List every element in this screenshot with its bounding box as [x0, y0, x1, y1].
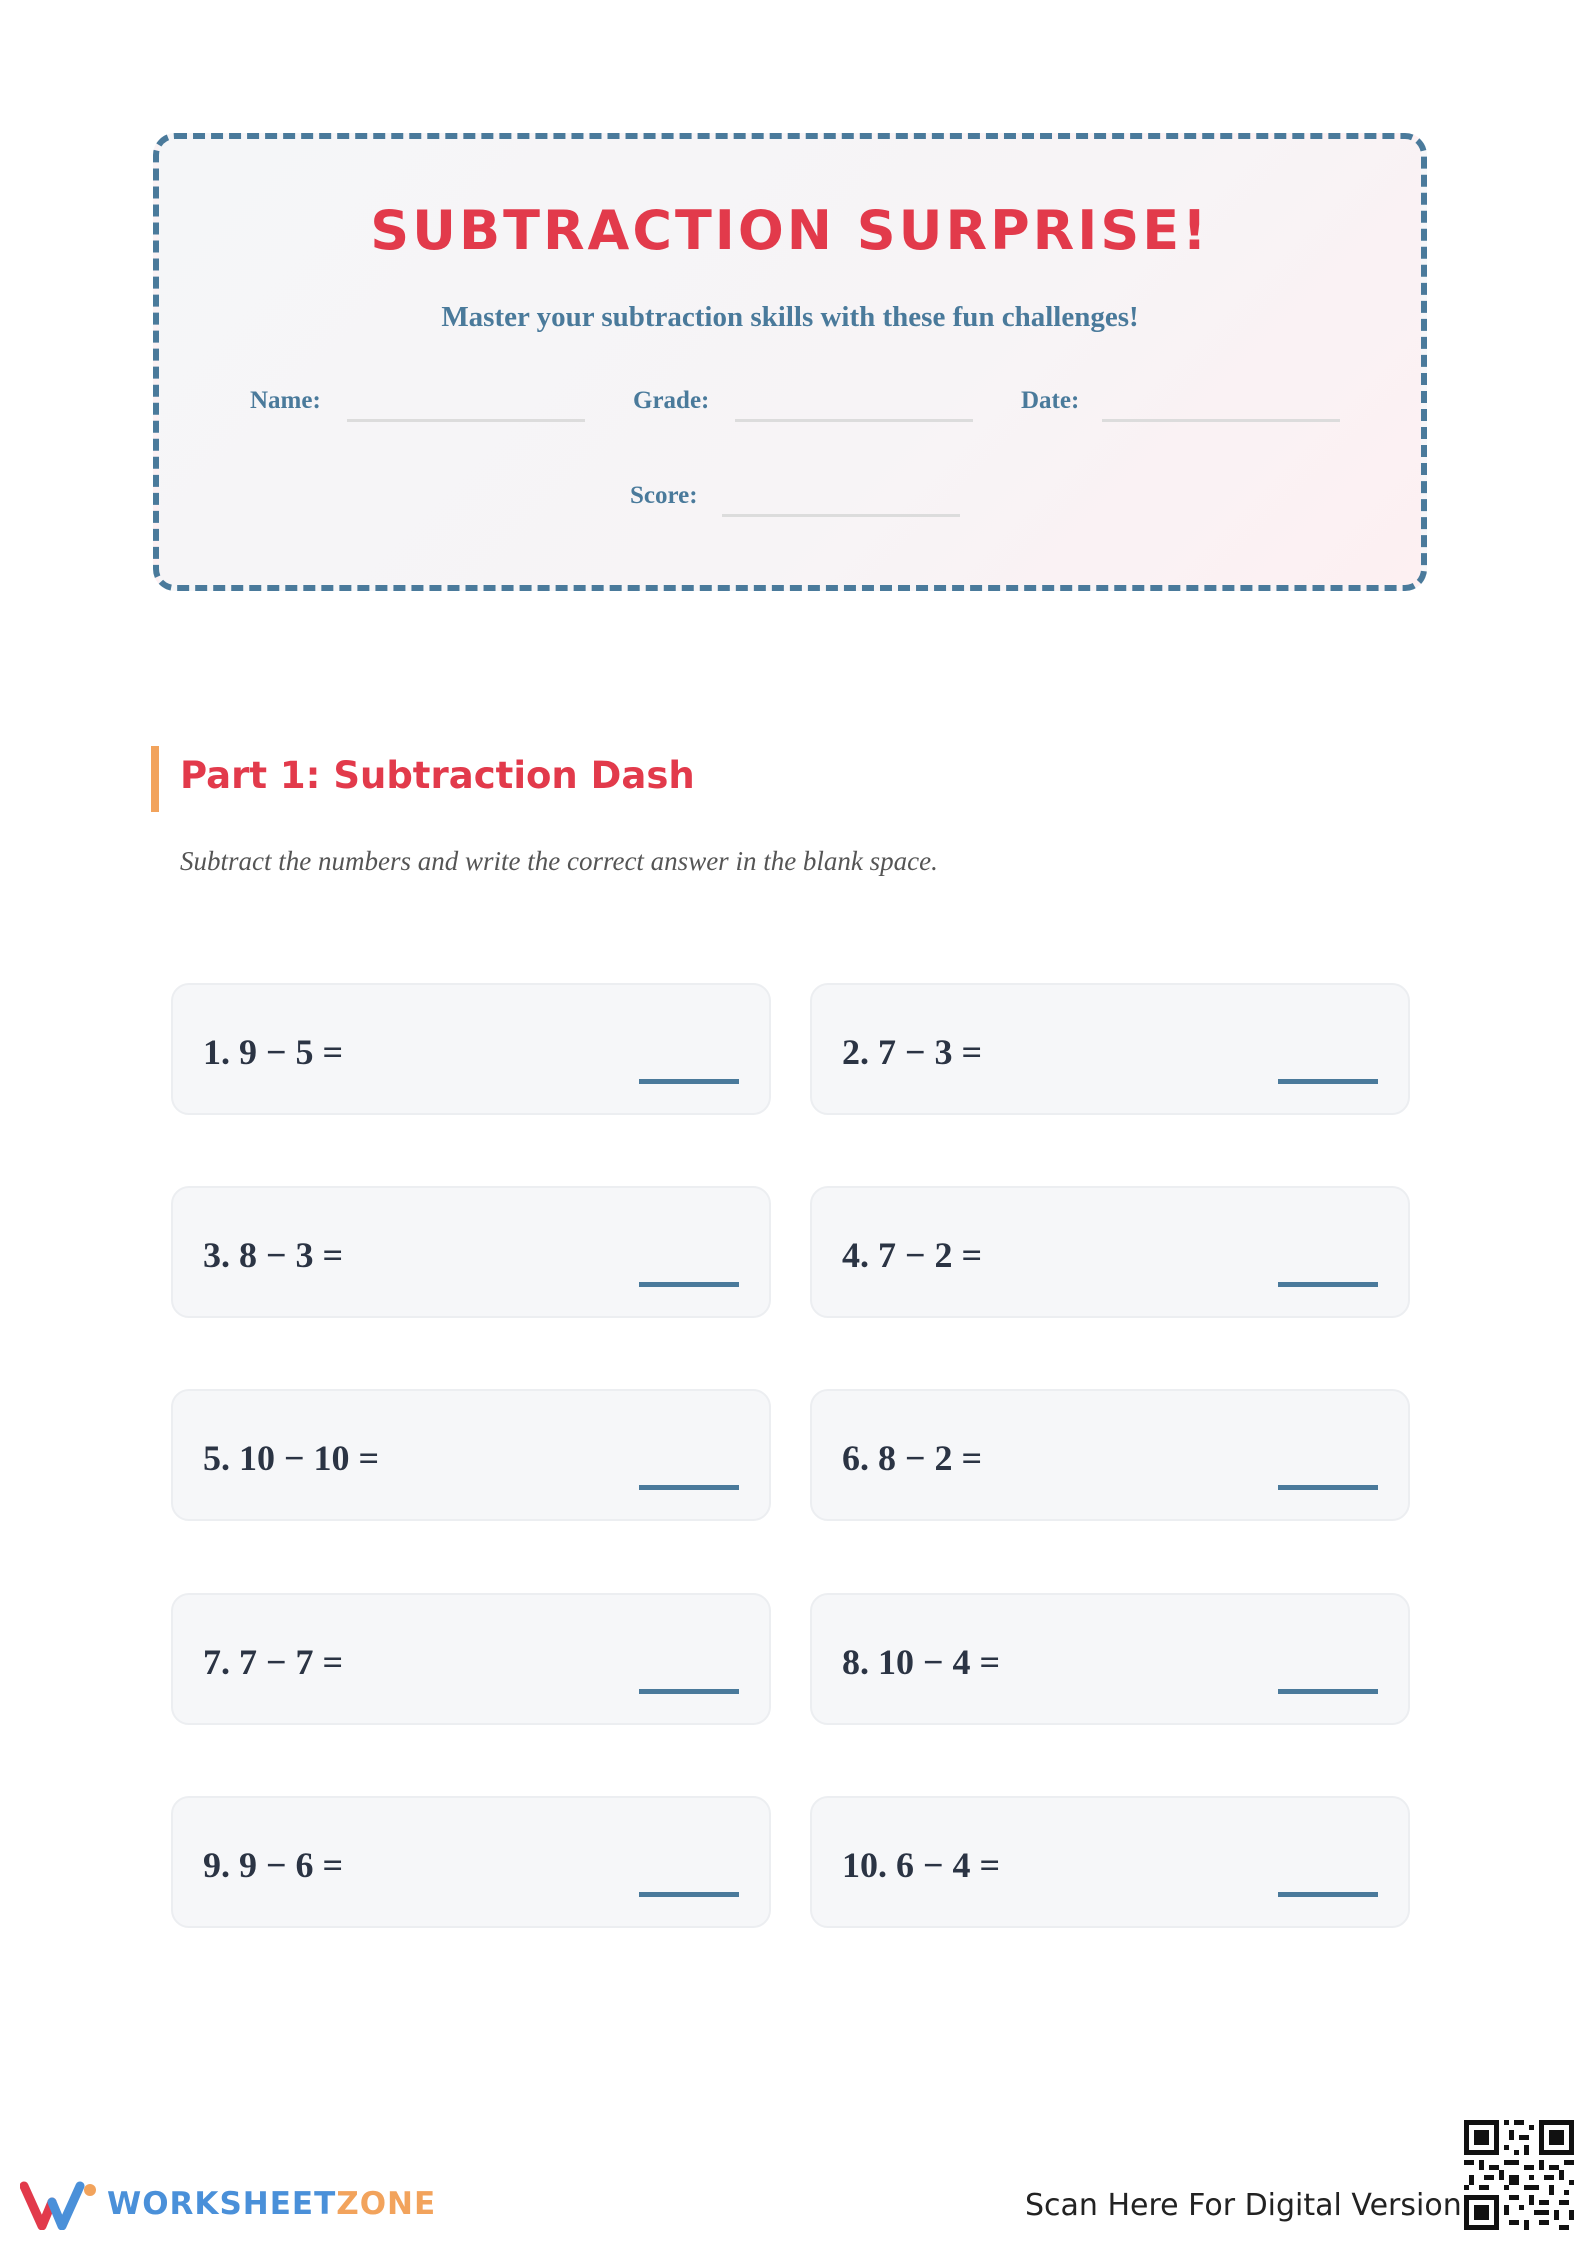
score-label: Score: — [630, 482, 698, 509]
problem-text: 4. 7 − 2 = — [842, 1235, 983, 1275]
date-label: Date: — [1021, 387, 1080, 414]
answer-blank[interactable] — [639, 1892, 739, 1897]
scan-text: Scan Here For Digital Version — [1025, 2188, 1462, 2223]
problem-text: 7. 7 − 7 = — [203, 1642, 344, 1682]
worksheetzone-logo-icon — [20, 2180, 100, 2230]
score-field[interactable] — [722, 514, 960, 517]
answer-blank[interactable] — [1278, 1282, 1378, 1287]
section-title: Part 1: Subtraction Dash — [180, 754, 695, 797]
grade-label: Grade: — [633, 387, 710, 414]
problem-text: 5. 10 − 10 = — [203, 1438, 380, 1478]
worksheet-header — [153, 133, 1427, 591]
problem-card — [810, 1796, 1410, 1928]
problem-card — [171, 1796, 771, 1928]
answer-blank[interactable] — [639, 1079, 739, 1084]
problem-card — [171, 983, 771, 1115]
problem-card — [171, 1593, 771, 1725]
section-accent-bar — [151, 746, 159, 812]
qr-code-icon[interactable] — [1464, 2120, 1574, 2230]
name-label: Name: — [250, 387, 321, 414]
answer-blank[interactable] — [639, 1282, 739, 1287]
brand-name-part2: ZONE — [336, 2186, 437, 2222]
section-instructions: Subtract the numbers and write the correct answer in the blank space. — [180, 846, 938, 876]
problem-text: 6. 8 − 2 = — [842, 1438, 983, 1478]
problem-card — [171, 1186, 771, 1318]
problem-card — [810, 1389, 1410, 1521]
answer-blank[interactable] — [1278, 1079, 1378, 1084]
problem-text: 9. 9 − 6 = — [203, 1845, 344, 1885]
brand-name — [107, 2186, 436, 2222]
answer-blank[interactable] — [1278, 1485, 1378, 1490]
problem-card — [810, 1593, 1410, 1725]
answer-blank[interactable] — [1278, 1689, 1378, 1694]
name-field[interactable] — [347, 419, 585, 422]
worksheet-subtitle: Master your subtraction skills with these fun challenges! — [441, 301, 1139, 333]
problem-text: 2. 7 − 3 = — [842, 1032, 983, 1072]
problem-card — [810, 983, 1410, 1115]
problem-card — [810, 1186, 1410, 1318]
problem-card — [171, 1389, 771, 1521]
problem-text: 1. 9 − 5 = — [203, 1032, 344, 1072]
problem-text: 10. 6 − 4 = — [842, 1845, 1001, 1885]
answer-blank[interactable] — [639, 1689, 739, 1694]
date-field[interactable] — [1102, 419, 1340, 422]
grade-field[interactable] — [735, 419, 973, 422]
worksheet-title: SUBTRACTION SURPRISE! — [370, 199, 1210, 262]
problem-text: 8. 10 − 4 = — [842, 1642, 1001, 1682]
brand-name-part1: WORKSHEET — [107, 2186, 337, 2222]
answer-blank[interactable] — [1278, 1892, 1378, 1897]
problem-text: 3. 8 − 3 = — [203, 1235, 344, 1275]
answer-blank[interactable] — [639, 1485, 739, 1490]
